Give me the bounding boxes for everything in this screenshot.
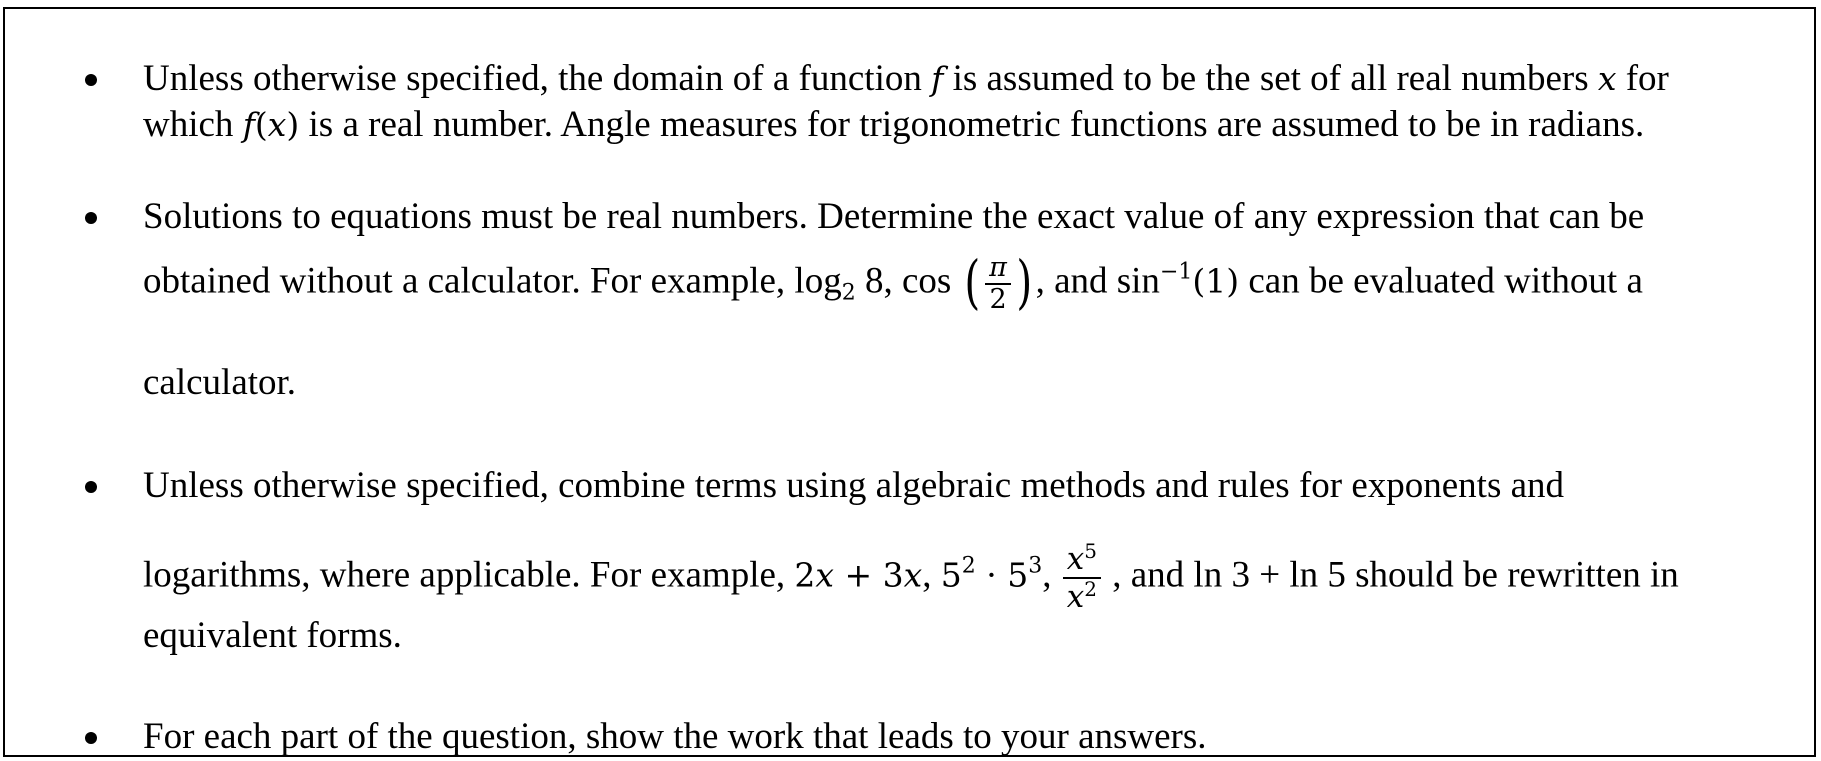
bullet-point [85, 212, 97, 224]
text: is a real number. Angle measures for trigonometric functions are assumed to be in radians. [299, 104, 1645, 145]
math-paren: ( [963, 248, 980, 317]
math-variable: x [815, 555, 835, 595]
text: obtained without a calculator. For example, [143, 260, 795, 302]
bullet-point [85, 732, 97, 744]
math-cos: cos [901, 260, 961, 302]
text: , [883, 260, 902, 302]
math-variable: x [1066, 541, 1085, 577]
math-sin: sin [1116, 260, 1160, 302]
math-variable: f [242, 105, 255, 144]
text: Unless otherwise specified, combine terms using algebraic methods and rules for exponents and [143, 465, 1565, 506]
text: calculator. [143, 362, 297, 403]
text: equivalent forms. [143, 615, 402, 656]
math-number: 8 [855, 260, 884, 302]
fraction-denominator [1063, 579, 1101, 615]
bullet-point [85, 481, 97, 493]
math-superscript: 2 [961, 553, 976, 579]
instruction-line [143, 715, 1207, 757]
math-superscript: −1 [1159, 259, 1193, 285]
math-variable: x [1066, 579, 1085, 615]
math-number: 2 [794, 555, 816, 595]
instruction-line [143, 541, 1679, 615]
text: which [143, 104, 243, 145]
math-fraction-x5-over-x2 [1063, 541, 1101, 615]
math-paren: ) [1016, 248, 1033, 317]
instruction-line [143, 361, 296, 405]
math-superscript: 3 [1028, 553, 1043, 579]
text: For each part of the question, show the work that leads to your answers. [143, 716, 1207, 757]
text: , and [1102, 554, 1194, 596]
instruction-line [143, 248, 1643, 317]
math-superscript: 2 [1084, 577, 1097, 601]
fraction-denominator: 2 [989, 284, 1007, 315]
fraction-numerator [1063, 541, 1101, 577]
math-operator: + 3 [834, 555, 904, 595]
text: , [1042, 554, 1061, 596]
text: should be rewritten in [1345, 554, 1679, 596]
math-symbol: ) [286, 105, 300, 144]
text: , and [1035, 260, 1117, 302]
instruction-line [143, 464, 1564, 508]
instruction-line [143, 195, 1644, 239]
instructions-box [3, 7, 1816, 757]
text: for [1616, 58, 1669, 99]
text: can be evaluated without a [1239, 260, 1643, 302]
math-variable: x [903, 555, 923, 595]
text: is assumed to be the set of all real numbers [943, 58, 1598, 99]
instruction-line [143, 57, 1669, 101]
math-variable: f [931, 59, 944, 98]
text: Unless otherwise specified, the domain of a function [143, 58, 932, 99]
math-superscript: 5 [1084, 539, 1097, 563]
math-subscript: 2 [841, 280, 856, 306]
bullet-point [85, 74, 97, 86]
math-number: 5 [940, 555, 962, 595]
instruction-line [143, 103, 1644, 147]
math-log: log [794, 260, 842, 302]
math-ln-expression: ln 3 + ln 5 [1193, 554, 1346, 596]
instruction-line [143, 614, 402, 658]
text: , [922, 554, 941, 596]
math-fraction-pi-over-2 [985, 253, 1011, 315]
math-argument: (1) [1192, 261, 1240, 301]
math-variable: x [1597, 59, 1617, 98]
math-symbol: ( [254, 105, 268, 144]
text: Solutions to equations must be real numbers. Determine the exact value of any expression that can be [143, 196, 1645, 237]
fraction-numerator: π [989, 252, 1007, 283]
math-variable: x [267, 105, 287, 144]
math-operator: · 5 [975, 555, 1029, 595]
text: logarithms, where applicable. For example, [143, 554, 795, 596]
